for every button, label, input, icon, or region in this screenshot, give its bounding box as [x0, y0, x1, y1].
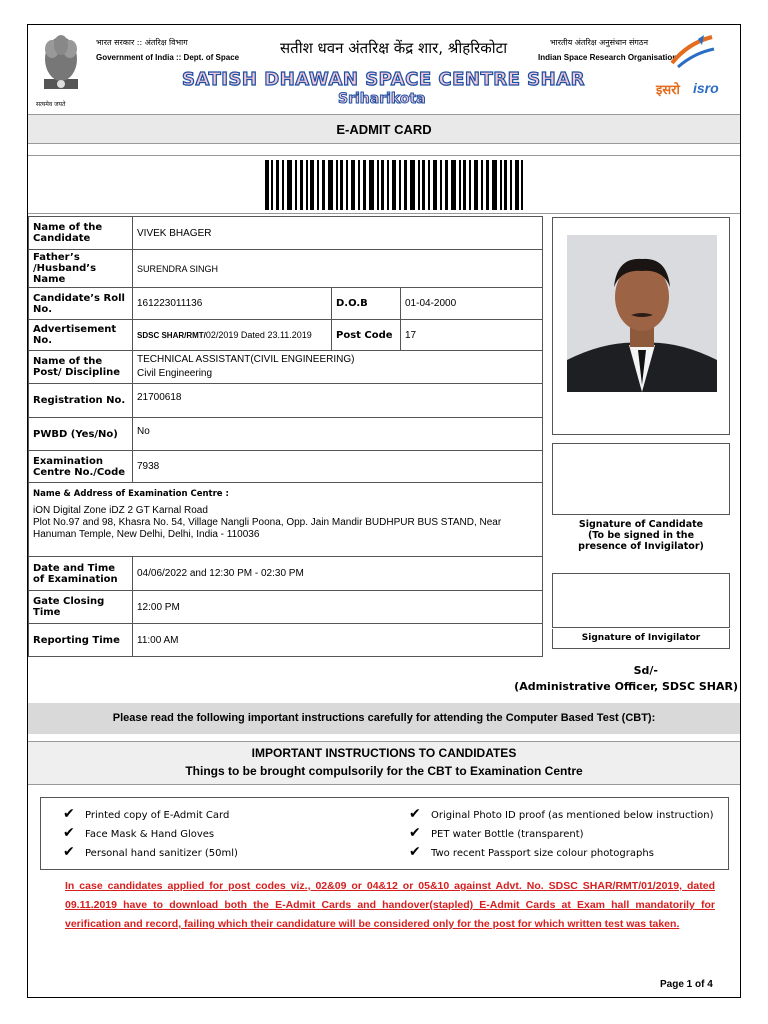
- father-label: Father’s /Husband’s Name: [29, 250, 133, 288]
- instructions-subheading: Things to be brought compulsorily for the CBT to Examination Centre: [185, 764, 583, 778]
- datetime-label: Date and Time of Examination: [29, 557, 133, 591]
- postcode-value: 17: [401, 320, 543, 351]
- post-label: Name of the Post/ Discipline: [29, 351, 133, 384]
- photo-frame: [552, 217, 730, 435]
- candidate-signature-label: [552, 519, 730, 552]
- officer-title: (Administrative Officer, SDSC SHAR): [514, 680, 738, 693]
- candidate-details-table: [28, 216, 543, 657]
- name-value: VIVEK BHAGER: [133, 217, 543, 250]
- header-banner: [28, 25, 740, 113]
- reg-label: Registration No.: [29, 384, 133, 418]
- national-emblem-icon: [38, 29, 84, 107]
- address-cell: [29, 483, 543, 557]
- checklist-item: [63, 806, 229, 822]
- isro-logo-icon: [668, 33, 716, 73]
- checklist-item-label: Face Mask & Hand Gloves: [85, 829, 215, 840]
- warning-notice: In case candidates applied for post codes viz., 02&09 or 04&12 or 05&10 against Advt. No. SDSC SHAR/RMT/01/2019, dated 09.11.2019 have to download both the E-Admit Cards and handover(stapled) E-Admit Cards at Exam hall mandatorily for verification and record, failing which their candidature will be considered only for the post for which written test was taken.: [65, 880, 715, 930]
- isro-logo-hindi: इसरो: [656, 83, 680, 98]
- centre-label: Examination Centre No./Code: [29, 451, 133, 483]
- check-icon: ✔: [63, 825, 75, 841]
- dob-value: 01-04-2000: [401, 288, 543, 320]
- checklist-item-label: Original Photo ID proof (as mentioned below instruction): [431, 810, 714, 821]
- page-title: E-ADMIT CARD: [28, 114, 740, 144]
- pwbd-value: No: [133, 418, 543, 451]
- page-number: Page 1 of 4: [660, 979, 713, 990]
- govt-hindi: भारत सरकार :: अंतरिक्ष विभाग: [96, 38, 188, 47]
- instructions-heading: IMPORTANT INSTRUCTIONS TO CANDIDATES: [251, 746, 517, 760]
- candidate-signature-box: [552, 443, 730, 515]
- advt-label: Advertisement No.: [29, 320, 133, 351]
- check-icon: ✔: [63, 806, 75, 822]
- sd-text: Sd/-: [633, 664, 658, 677]
- instructions-header: [28, 741, 740, 785]
- candidate-signature-line3: presence of Invigilator): [578, 541, 704, 552]
- dob-label: D.O.B: [332, 288, 401, 320]
- barcode-area: [28, 156, 740, 214]
- checklist-item: [409, 806, 714, 822]
- checklist-item-label: PET water Bottle (transparent): [431, 829, 584, 840]
- checklist-item: [409, 825, 584, 841]
- reg-value: 21700618: [133, 384, 543, 418]
- pwbd-label: PWBD (Yes/No): [29, 418, 133, 451]
- postcode-label: Post Code: [332, 320, 401, 351]
- emblem-caption: सत्यमेव जयते: [36, 101, 66, 108]
- checklist-item-label: Personal hand sanitizer (50ml): [85, 848, 238, 859]
- checklist-item-label: Printed copy of E-Admit Card: [85, 810, 230, 821]
- centre-hindi-title: सतीश धवन अंतरिक्ष केंद्र शार, श्रीहरिकोटा: [280, 39, 508, 57]
- check-icon: ✔: [409, 825, 421, 841]
- isro-logo-english: isro: [693, 80, 719, 96]
- gate-value: 12:00 PM: [133, 591, 543, 624]
- post-name: TECHNICAL ASSISTANT(CIVIL ENGINEERING): [137, 354, 355, 365]
- discipline-name: Civil Engineering: [137, 368, 213, 379]
- checklist-item-label: Two recent Passport size colour photographs: [431, 848, 654, 859]
- datetime-value: 04/06/2022 and 12:30 PM - 02:30 PM: [133, 557, 543, 591]
- check-icon: ✔: [409, 844, 421, 860]
- gate-label: Gate Closing Time: [29, 591, 133, 624]
- check-icon: ✔: [63, 844, 75, 860]
- father-value: SURENDRA SINGH: [133, 250, 543, 288]
- instructions-notice: Please read the following important instructions carefully for attending the Computer Based Test (CBT):: [28, 703, 740, 734]
- report-label: Reporting Time: [29, 624, 133, 657]
- barcode-icon: [265, 160, 523, 210]
- centre-main-title: SATISH DHAWAN SPACE CENTRE SHAR: [182, 69, 586, 90]
- roll-label: Candidate’s Roll No.: [29, 288, 133, 320]
- isro-english-name: Indian Space Research Organisation: [538, 53, 678, 62]
- name-label: Name of the Candidate: [29, 217, 133, 250]
- centre-value: 7938: [133, 451, 543, 483]
- officer-signoff: [514, 663, 738, 695]
- report-value: 11:00 AM: [133, 624, 543, 657]
- checklist-item: [63, 844, 238, 860]
- post-value: [133, 351, 543, 384]
- check-icon: ✔: [409, 806, 421, 822]
- spacer-row: [28, 144, 740, 156]
- advt-value-text: 02/2019 Dated 23.11.2019: [205, 330, 312, 340]
- address-line2: Plot No.97 and 98, Khasra No. 54, Village Nangli Poona, Opp. Jain Mandir BUDHPUR BUS STAND, Near Hanuman Temple, New Delhi, Delhi, India - 110036: [33, 517, 502, 540]
- invigilator-signature-box: [552, 573, 730, 628]
- roll-value: 161223011136: [133, 288, 332, 320]
- isro-hindi-name: भारतीय अंतरिक्ष अनुसंधान संगठन: [550, 38, 649, 47]
- checklist-item: [63, 825, 214, 841]
- advt-value-prefix: SDSC SHAR/RMT/: [137, 331, 206, 340]
- advt-value: [133, 320, 332, 351]
- candidate-signature-line1: Signature of Candidate: [578, 519, 704, 530]
- items-checklist: [40, 797, 729, 870]
- checklist-item: [409, 844, 654, 860]
- candidate-photo: [567, 235, 717, 392]
- govt-english: Government of India :: Dept. of Space: [96, 53, 240, 62]
- invigilator-signature-label: Signature of Invigilator: [552, 629, 730, 649]
- candidate-signature-line2: (To be signed in the: [587, 530, 695, 541]
- address-line1: iON Digital Zone iDZ 2 GT Karnal Road: [33, 505, 208, 516]
- centre-sub-title: Sriharikota: [338, 91, 426, 107]
- address-label: Name & Address of Examination Centre :: [33, 489, 229, 499]
